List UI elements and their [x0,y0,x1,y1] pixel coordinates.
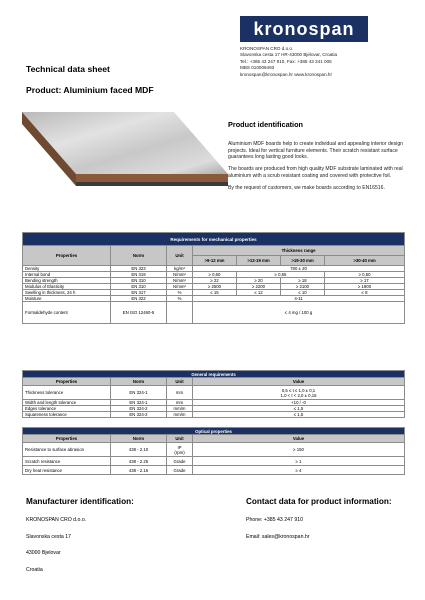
value-cell: ≥ 2200 [237,284,281,290]
value-line: 0,5 ≤ t ≤ 1,0 ± 0,1 [281,387,316,393]
value-cell: ≥ 1 [193,457,405,466]
thickness-range-header: Thickness range [193,246,405,256]
product-title: Product: Aluminium faced MDF [26,85,154,95]
property-cell: Formaldehyde content [23,302,111,324]
optical-properties-table [22,427,405,475]
mechanical-properties-table [22,232,405,324]
value-cell: +10 / -0 [193,400,405,406]
property-cell: Dry heat resistance [23,466,111,475]
unit-cell: mm/m [167,412,193,418]
optical-section-title: Optical properties [23,428,405,435]
col-properties: Properties [23,378,111,386]
company-line: kronospan@kronospan.hr www.kronospan.hr [240,71,332,77]
value-cell: ≤ 8 [325,290,405,296]
table-row [23,412,405,418]
norm-cell: EN 324-2 [111,412,167,418]
unit-cell [167,302,193,324]
company-line: Slavonska cesta 17 HR-43000 Bjelovar, Croatia [240,52,338,58]
value-cell: ≤ 12 [237,290,281,296]
col-value: Value [193,378,405,386]
range-header: >30-40 mm [325,256,405,266]
norm-cell: 438 - 2.10 [111,443,167,457]
property-cell: Width and length tolerance [23,400,111,406]
norm-cell: EN 322 [111,296,167,302]
value-cell: 780 ± 20 [193,266,405,272]
contact-email[interactable]: Email: sales@kronospan.hr [246,533,310,540]
value-line: 1,0 < t < 2,0 ± 0,15 [280,392,317,398]
value-cell: ≤ 4 mg / 100 g [193,302,405,324]
col-unit: Unit [167,378,193,386]
manufacturer-line: 43000 Bjelovar [26,550,61,556]
identification-paragraph: The boards are produced from high quality MDF substrate laminated with real aluminium with a scrub resistant coating and covered with protective foil. [228,166,403,179]
manufacturer-line: Croatia [26,566,43,573]
value-cell: ≥ 0,50 [325,272,405,278]
property-cell: Density [23,266,111,272]
value-cell: ≥ 22 [193,278,237,284]
logo-text: kronospan [253,19,355,39]
value-cell: ≥ 18 [281,278,325,284]
property-cell: Bending strength [23,278,111,284]
contact-title: Contact data for product information: [246,497,392,506]
value-cell: ≤ 1,5 [193,406,405,412]
mechanical-section-title: Requirements for mechanical properties [23,233,405,246]
company-line: Tel.: +385 43 247 910, Fax: +385 43 241 005 [240,58,332,64]
identification-paragraph: By the request of customers, we make boards according to EN16516. [228,184,385,191]
unit-cell: mm [167,386,193,400]
value-cell: ≤ 1,5 [193,412,405,418]
company-address [240,46,337,78]
unit-cell: N/mm² [167,278,193,284]
property-cell: Resistance to surface abrasion [23,443,111,457]
norm-cell: EN 317 [111,290,167,296]
norm-cell: EN 323 [111,266,167,272]
unit-line: (rpm) [174,449,185,455]
value-cell: ≤ 10 [281,290,325,296]
unit-cell: mm [167,400,193,406]
kronospan-logo [240,16,368,42]
unit-line: IP [177,444,182,450]
unit-cell: N/mm² [167,284,193,290]
property-cell: Edges tolerance [23,406,111,412]
property-cell: Swelling in thickness, 24 h [23,290,111,296]
norm-cell: EN 319 [111,272,167,278]
col-value: Value [193,435,405,443]
manufacturer-line: KRONOSPAN CRO d.o.o. [26,517,87,523]
col-norm: Norm [111,435,167,443]
norm-cell: EN 324-1 [111,400,167,406]
unit-cell: mm/m [167,406,193,412]
norm-cell: EN 324-1 [111,386,167,400]
company-line: MBS 010006493 [240,65,275,71]
table-row [23,302,405,324]
unit-cell: Grade [167,466,193,475]
unit-cell [167,443,193,457]
table-row [23,466,405,475]
property-cell: Moisture [23,296,111,302]
unit-cell: % [167,290,193,296]
property-cell: Scratch resistance [23,457,111,466]
general-requirements-table [22,370,405,418]
norm-cell: EN 310 [111,284,167,290]
norm-cell: 438 - 2.16 [111,466,167,475]
norm-cell: 438 - 2.25 [111,457,167,466]
value-cell: ≥ 2500 [193,284,237,290]
document-title: Technical data sheet [26,64,110,74]
table-row [23,443,405,457]
range-header: >12-19 mm [237,256,281,266]
manufacturer-address [26,512,86,578]
product-identification-title: Product identification [228,120,303,129]
norm-cell: EN 310 [111,278,167,284]
value-cell: ≥ 20 [237,278,281,284]
company-line: KRONOSPAN CRO d.o.o. [240,46,294,51]
identification-paragraph: Aluminium MDF boards help to create individual and appealing interior design projects. Ideal for vertical furniture elements. Their scratch resistant surface guarantees long lasting good looks. [228,141,403,160]
contact-phone: Phone: +385 43 247 910 [246,517,303,523]
value-cell: 4-11 [193,296,405,302]
col-properties: Properties [23,435,111,443]
value-cell: ≥ 17 [325,278,405,284]
property-cell: Squareness tolerance [23,412,111,418]
product-identification-text [228,141,408,197]
property-cell: Internal bond [23,272,111,278]
table-row [23,457,405,466]
property-cell: Modulus of Elasticity [23,284,111,290]
product-board-image [22,112,230,212]
value-cell: ≥ 1900 [325,284,405,290]
unit-cell: Grade [167,457,193,466]
property-cell: Thickness tolerance [23,386,111,400]
col-properties: Properties [23,246,111,266]
manufacturer-title: Manufacturer identification: [26,497,134,506]
table-row [23,386,405,400]
value-cell: ≥ 0,60 [193,272,237,278]
norm-cell: EN ISO 12460-5 [111,302,167,324]
col-unit: Unit [167,435,193,443]
value-cell: ≥ 0,55 [237,272,325,278]
value-cell: ≥ 2100 [281,284,325,290]
unit-cell: N/mm² [167,272,193,278]
range-header: >9-12 mm [193,256,237,266]
col-norm: Norm [111,378,167,386]
value-cell [193,386,405,400]
col-unit: Unit [167,246,193,266]
value-cell: ≥ 150 [193,443,405,457]
unit-cell: % [167,296,193,302]
unit-cell: kg/m³ [167,266,193,272]
col-norm: Norm [111,246,167,266]
range-header: >19-30 mm [281,256,325,266]
manufacturer-line: Slavonska cesta 17 [26,533,71,540]
contact-details [246,512,310,545]
value-cell: ≥ 4 [193,466,405,475]
general-section-title: General requirements [23,371,405,378]
value-cell: ≤ 15 [193,290,237,296]
norm-cell: EN 324-2 [111,406,167,412]
